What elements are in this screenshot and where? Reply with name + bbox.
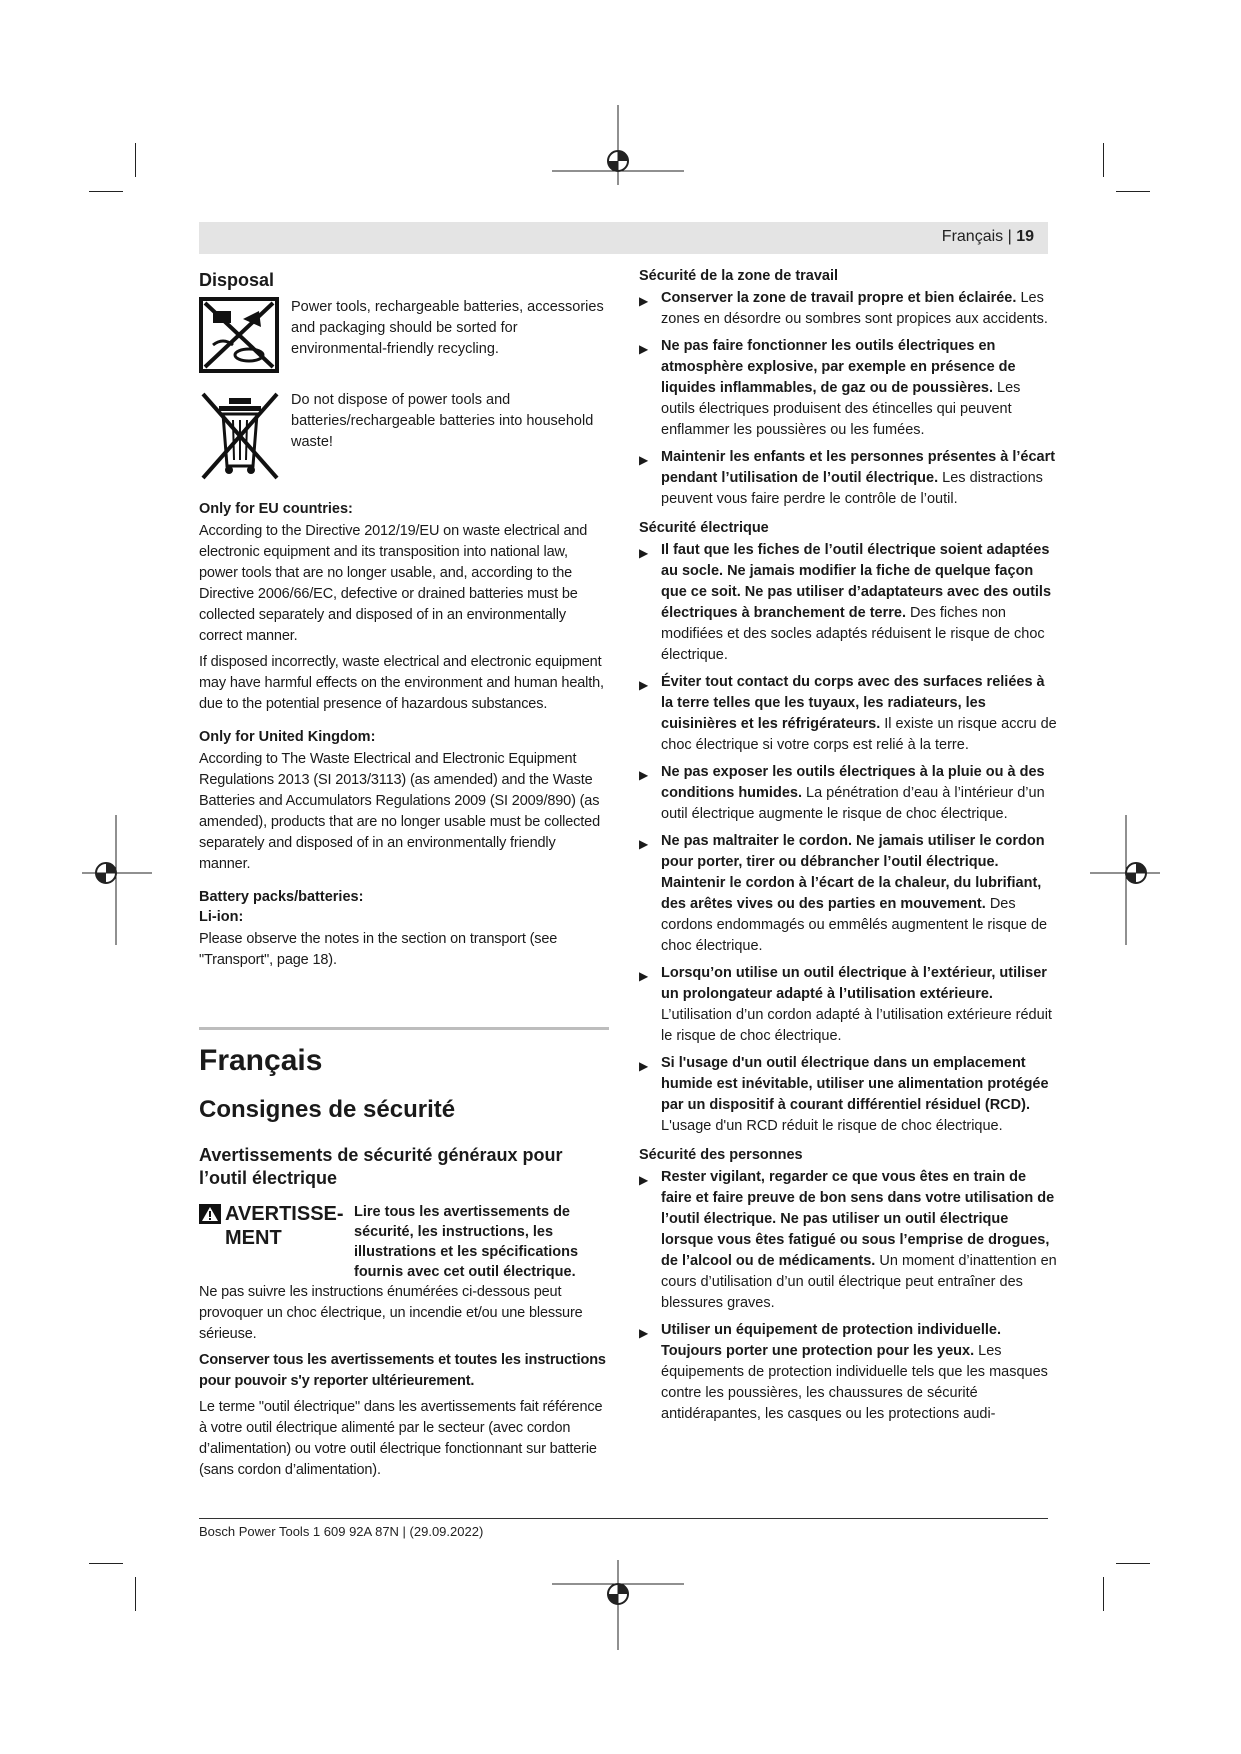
bullet-arrow-icon: ▶ xyxy=(639,546,649,560)
safety-bullet xyxy=(639,762,1057,825)
registration-mark-bottom-icon xyxy=(552,1560,684,1650)
bullet-bold-text: Éviter tout contact du corps avec des surfaces reliées à la terre telles que les tuyaux, les radiateurs, les cuisinières et les réfrigérateurs. xyxy=(661,674,1045,732)
registration-mark-top-icon xyxy=(552,105,684,205)
safety-bullet xyxy=(639,1053,1057,1137)
bullet-arrow-icon: ▶ xyxy=(639,768,649,782)
bullet-bold-text: Conserver la zone de travail propre et bien éclairée. xyxy=(661,290,1017,306)
bullet-normal-text: Les distractions peuvent vous faire perdre le contrôle de l’outil. xyxy=(661,470,1043,507)
eu-paragraph-2: If disposed incorrectly, waste electrical and electronic equipment may have harmful effects on the environment and human health, due to the potential presence of hazardous substances. xyxy=(199,654,604,712)
bullet-bold-text: Maintenir les enfants et les personnes présentes à l’écart pendant l’utilisation de l’outil électrique. xyxy=(661,449,1056,486)
section-divider xyxy=(199,1027,609,1030)
header-label: Français | 19 xyxy=(941,228,1034,245)
bullet-normal-text: Il existe un risque accru de choc électrique si votre corps est relié à la terre. xyxy=(661,716,1057,753)
header-language: Français xyxy=(941,228,1004,245)
bullet-normal-text: La pénétration d’eau à l’intérieur d’un outil électrique augmente le risque de choc électrique. xyxy=(661,785,1045,822)
warning-word: AVERTISSE-MENT xyxy=(225,1203,344,1249)
conserver-paragraph: Conserver tous les avertissements et toutes les instructions pour pouvoir s'y reporter ultérieurement. xyxy=(199,1352,606,1389)
right-column xyxy=(639,268,1057,1431)
bin-row xyxy=(199,390,609,487)
recycle-row xyxy=(199,297,609,380)
uk-heading: Only for United Kingdom: xyxy=(199,729,376,745)
no-household-waste-icon xyxy=(199,297,281,380)
section-title: Sécurité électrique xyxy=(639,520,769,536)
safety-bullet xyxy=(639,1167,1057,1314)
safety-bullet xyxy=(639,336,1057,441)
safety-bullet xyxy=(639,447,1057,510)
bullet-arrow-icon: ▶ xyxy=(639,294,649,308)
bullet-normal-text: Un moment d’inattention en cours d’utilisation d’un outil électrique peut entraîner des blessures graves. xyxy=(661,1253,1057,1311)
section-title: Sécurité de la zone de travail xyxy=(639,268,839,284)
consignes-heading: Consignes de sécurité xyxy=(199,1096,456,1123)
bullet-arrow-icon: ▶ xyxy=(639,342,649,356)
safety-bullet xyxy=(639,540,1057,666)
eu-paragraph-1: According to the Directive 2012/19/EU on waste electrical and electronic equipment and its transposition into national law, power tools that are no longer usable, and, according to the Directive 2006/66/EC, defective or drained batteries must be collected separately and disposed of in an environmentally correct manner. xyxy=(199,523,588,644)
footer-text: Bosch Power Tools 1 609 92A 87N | (29.09.2022) xyxy=(199,1524,484,1539)
disposal-heading: Disposal xyxy=(199,270,275,290)
bullet-normal-text: Des cordons endommagés ou emmêlés augmentent le risque de choc électrique. xyxy=(661,896,1048,954)
bullet-normal-text: Les zones en désordre ou sombres sont propices aux accidents. xyxy=(661,290,1048,327)
warning-continuation: Ne pas suivre les instructions énumérées ci-dessous peut provoquer un choc électrique, un incendie et/ou une blessure sérieuse. xyxy=(199,1284,583,1342)
warning-triangle-icon xyxy=(199,1204,221,1224)
warning-label xyxy=(199,1202,354,1282)
safety-bullet xyxy=(639,1320,1057,1425)
page-header xyxy=(199,222,1048,254)
bullet-arrow-icon: ▶ xyxy=(639,837,649,851)
bullet-arrow-icon: ▶ xyxy=(639,1326,649,1340)
bullet-normal-text: Les outils électriques produisent des étincelles qui peuvent enflammer les poussières ou les fumées. xyxy=(661,380,1021,438)
bullet-normal-text: Les équipements de protection individuelle tels que les masques contre les poussières, les chaussures de sécurité antidérapantes, les casques ou les protections audi- xyxy=(661,1343,1048,1422)
bullet-bold-text: Utiliser un équipement de protection individuelle. Toujours porter une protection pour les yeux. xyxy=(661,1322,1001,1359)
bullet-bold-text: Rester vigilant, regarder ce que vous êtes en train de faire et faire preuve de bon sens dans votre utilisation de l’outil électrique. Ne pas utiliser un outil électrique lorsque vous êtes fatigué ou sous l’emprise de drogues, de l’alcool ou de médicaments. xyxy=(661,1169,1055,1269)
bullet-normal-text: L’utilisation d’un cordon adapté à l’utilisation extérieure réduit le risque de choc électrique. xyxy=(661,1007,1052,1044)
bin-text: Do not dispose of power tools and batteries/rechargeable batteries into household waste! xyxy=(291,392,594,450)
bullet-arrow-icon: ▶ xyxy=(639,678,649,692)
terme-paragraph: Le terme "outil électrique" dans les avertissements fait référence à votre outil électrique alimenté par le secteur (avec cordon d’alimentation) ou votre outil électrique fonctionnant sur batterie (sans cordon d’alimentation). xyxy=(199,1399,603,1478)
warning-text: Lire tous les avertissements de sécurité, les instructions, les illustrations et les spécifications fournis avec cet outil électrique. xyxy=(354,1204,579,1280)
bullet-bold-text: Ne pas faire fonctionner les outils électriques en atmosphère explosive, par exemple en présence de liquides inflammables, de gaz ou de poussières. xyxy=(661,338,1016,396)
recycle-text: Power tools, rechargeable batteries, accessories and packaging should be sorted for environmental-friendly recycling. xyxy=(291,299,604,357)
crossed-bin-icon xyxy=(199,390,281,487)
bullet-arrow-icon: ▶ xyxy=(639,453,649,467)
francais-heading: Français xyxy=(199,1044,323,1077)
bullet-bold-text: Lorsqu’on utilise un outil électrique à l’extérieur, utiliser un prolongateur adapté à l’utilisation extérieure. xyxy=(661,965,1047,1002)
bullet-arrow-icon: ▶ xyxy=(639,969,649,983)
bullet-bold-text: Si l'usage d'un outil électrique dans un emplacement humide est inévitable, utiliser une alimentation protégée par un dispositif à courant différentiel résiduel (RCD). xyxy=(661,1055,1049,1113)
bullet-arrow-icon: ▶ xyxy=(639,1059,649,1073)
warning-block xyxy=(199,1202,609,1282)
battery-heading: Battery packs/batteries: xyxy=(199,889,364,905)
bullet-normal-text: L'usage d'un RCD réduit le risque de choc électrique. xyxy=(661,1118,1003,1134)
footer-rule xyxy=(199,1518,1048,1519)
safety-bullet xyxy=(639,963,1057,1047)
safety-bullet xyxy=(639,672,1057,756)
safety-bullet xyxy=(639,831,1057,957)
left-column xyxy=(199,268,609,1486)
liion-paragraph: Please observe the notes in the section on transport (see "Transport", page 18). xyxy=(199,931,558,968)
page-number: 19 xyxy=(1016,228,1034,245)
registration-mark-right-icon xyxy=(1090,815,1160,945)
section-title: Sécurité des personnes xyxy=(639,1147,803,1163)
bullet-arrow-icon: ▶ xyxy=(639,1173,649,1187)
avertissements-heading: Avertissements de sécurité généraux pour l’outil électrique xyxy=(199,1145,563,1188)
registration-mark-left-icon xyxy=(82,815,152,945)
safety-bullet xyxy=(639,288,1057,330)
bullet-bold-text: Ne pas exposer les outils électriques à la pluie ou à des conditions humides. xyxy=(661,764,1045,801)
liion-heading: Li-ion: xyxy=(199,909,244,925)
bullet-bold-text: Ne pas maltraiter le cordon. Ne jamais utiliser le cordon pour porter, tirer ou débrancher l’outil électrique. Maintenir le cordon à l’écart de la chaleur, du lubrifiant, des arêtes vives ou des parties en mouvement. xyxy=(661,833,1045,912)
eu-heading: Only for EU countries: xyxy=(199,501,353,517)
bullet-bold-text: Il faut que les fiches de l’outil électrique soient adaptées au socle. Ne jamais modifier la fiche de quelque façon que ce soit. Ne pas utiliser d’adaptateurs avec des outils électriques à branchement de terre. xyxy=(661,542,1052,621)
uk-paragraph: According to The Waste Electrical and Electronic Equipment Regulations 2013 (SI 2013/3113) (as amended) and the Waste Batteries and Accumulators Regulations 2009 (SI 2009/890) (as amended), products that are no longer usable must be collected separately and disposed of in an environmentally friendly manner. xyxy=(199,751,600,872)
bullet-normal-text: Des fiches non modifiées et des socles adaptés réduisent le risque de choc électrique. xyxy=(661,605,1045,663)
